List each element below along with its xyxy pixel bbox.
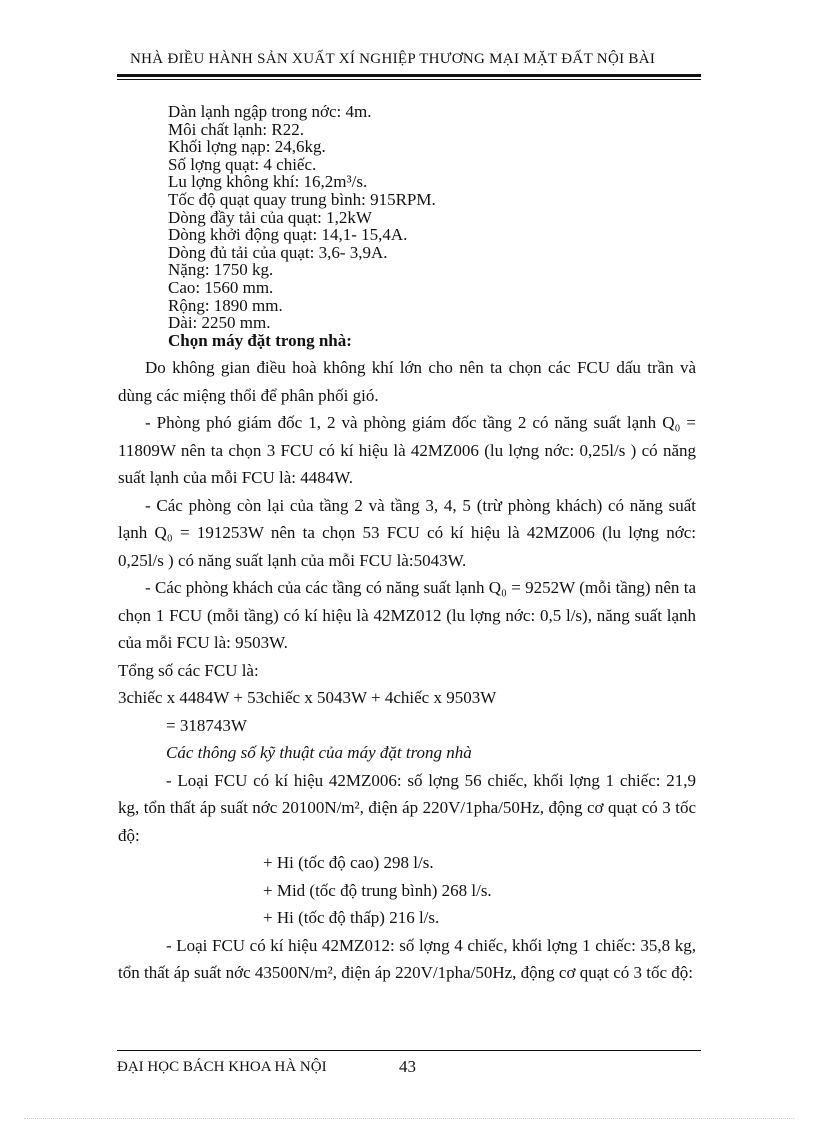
spec-line: Khối lợng nạp: 24,6kg.	[168, 137, 326, 157]
speed-item: + Hi (tốc độ cao) 298 l/s.	[263, 853, 434, 872]
header-rule-thick	[117, 74, 701, 77]
footer-rule	[117, 1050, 701, 1051]
subsection-title: Các thông số kỹ thuật của máy đặt trong nhà	[166, 743, 472, 762]
spec-list	[168, 103, 688, 349]
paragraph: - Loại FCU có kí hiệu 42MZ006: số lợng 56 chiếc, khối lợng 1 chiếc: 21,9 kg, tổn thất áp suất nớc 20100N/m², điện áp 220V/1pha/50Hz, động cơ quạt có 3 tốc độ:	[118, 770, 696, 845]
spec-line: Dòng đủ tải của quạt: 3,6- 3,9A.	[168, 242, 388, 262]
spec-line: Lu lợng không khí: 16,2m³/s.	[168, 172, 368, 192]
section-heading: Chọn máy đặt trong nhà:	[168, 330, 352, 350]
paragraph: - Các phòng khách của các tầng có năng suất lạnh Q₀ = 9252W (mỗi tầng) nên ta chọn 1 FCU (mỗi tầng) có kí hiệu là 42MZ012 (lu lợng nớc: 0,5 l/s), năng suất lạnh của mỗi FCU là: 9503W.	[118, 578, 696, 652]
page-header: NHÀ ĐIỀU HÀNH SẢN XUẤT XÍ NGHIỆP THƯƠNG MẠI MẶT ĐẤT NỘI BÀI	[130, 51, 656, 67]
spec-line: Cao: 1560 mm.	[168, 277, 274, 297]
paragraph: Tổng số các FCU là:	[118, 660, 259, 680]
spec-line: Dòng đầy tải của quạt: 1,2kW	[168, 207, 372, 227]
bottom-dotted-line	[24, 1118, 794, 1119]
spec-line: Dòng khởi động quạt: 14,1- 15,4A.	[168, 225, 408, 245]
paragraph: - Loại FCU có kí hiệu 42MZ012: số lợng 4 chiếc, khối lợng 1 chiếc: 35,8 kg, tổn thất áp suất nớc 43500N/m², điện áp 220V/1pha/50Hz, động cơ quạt có 3 tốc độ:	[118, 935, 696, 982]
equation: 3chiếc x 4484W + 53chiếc x 5043W + 4chiếc x 9503W	[118, 688, 497, 707]
spec-line: Môi chất lạnh: R22.	[168, 119, 304, 139]
spec-line: Rộng: 1890 mm.	[168, 295, 283, 315]
paragraph: Do không gian điều hoà không khí lớn cho nên ta chọn các FCU dấu trần và dùng các miệng thổi để phân phối gió.	[118, 358, 696, 405]
speed-item: + Hi (tốc độ thấp) 216 l/s.	[263, 908, 440, 927]
spec-line: Dài: 2250 mm.	[168, 313, 271, 333]
paragraph: - Các phòng còn lại của tầng 2 và tầng 3, 4, 5 (trừ phòng khách) có năng suất lạnh Q₀ = 191253W nên ta chọn 53 FCU có kí hiệu là 42MZ006 (lu lợng nớc: 0,25l/s ) có năng suất lạnh của mỗi FCU là:5043W.	[118, 495, 696, 570]
spec-line: Nặng: 1750 kg.	[168, 260, 274, 280]
spec-line: Số lợng quạt: 4 chiếc.	[168, 154, 317, 174]
speed-item: + Mid (tốc độ trung bình) 268 l/s.	[263, 880, 492, 900]
header-rule-thin	[117, 79, 701, 80]
equation-result: = 318743W	[166, 715, 247, 735]
paragraph: - Phòng phó giám đốc 1, 2 và phòng giám đốc tầng 2 có năng suất lạnh Q₀ = 11809W nên ta chọn 3 FCU có kí hiệu là 42MZ006 (lu lợng nớc: 0,25l/s ) có năng suất lạnh của mỗi FCU là: 4484W.	[118, 413, 696, 487]
spec-line: Tốc độ quạt quay trung bình: 915RPM.	[168, 189, 436, 209]
page-number: 43	[399, 1057, 416, 1076]
footer-text: ĐẠI HỌC BÁCH KHOA HÀ NỘI	[117, 1059, 327, 1074]
body-text	[118, 354, 696, 987]
spec-line: Dàn lạnh ngập trong nớc: 4m.	[168, 102, 372, 121]
